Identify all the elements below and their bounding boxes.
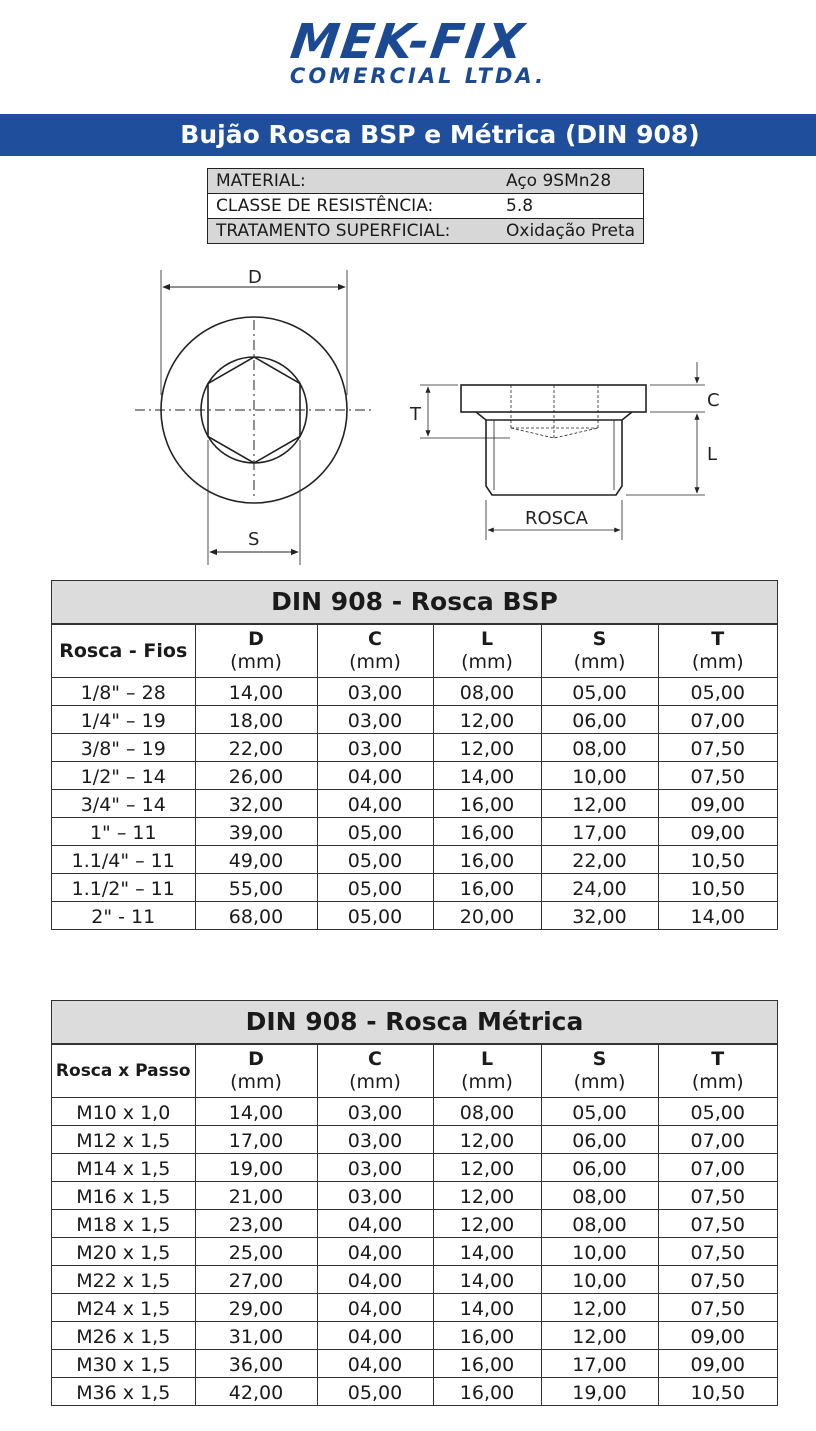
dimension-cell: 07,50	[658, 1182, 777, 1210]
column-header-l: L (mm)	[433, 625, 541, 678]
dimension-cell: 04,00	[317, 762, 433, 790]
table-row	[52, 1266, 777, 1294]
thread-size-cell: M36 x 1,5	[52, 1378, 195, 1406]
dimension-cell: 21,00	[195, 1182, 317, 1210]
thread-size-cell: 1" – 11	[52, 818, 195, 846]
thread-size-cell: M10 x 1,0	[52, 1098, 195, 1126]
bsp-table	[51, 580, 778, 930]
thread-size-cell: M16 x 1,5	[52, 1182, 195, 1210]
dimension-cell: 19,00	[541, 1378, 658, 1406]
dimension-cell: 08,00	[433, 678, 541, 706]
spec-value: Oxidação Preta	[506, 221, 636, 241]
top-view	[135, 270, 375, 565]
table-row	[52, 678, 777, 706]
logo-wordmark: MEK-FIX	[287, 14, 529, 70]
dimension-cell: 20,00	[433, 902, 541, 930]
company-logo	[0, 14, 816, 94]
dimension-cell: 03,00	[317, 1098, 433, 1126]
dimension-cell: 32,00	[541, 902, 658, 930]
dimension-cell: 08,00	[541, 734, 658, 762]
dimension-cell: 05,00	[541, 1098, 658, 1126]
dimension-cell: 05,00	[658, 678, 777, 706]
dimension-cell: 03,00	[317, 678, 433, 706]
dimension-cell: 12,00	[433, 734, 541, 762]
table-row	[52, 734, 777, 762]
dimension-cell: 07,00	[658, 1154, 777, 1182]
dimension-cell: 05,00	[541, 678, 658, 706]
dimension-cell: 23,00	[195, 1210, 317, 1238]
table-row	[52, 762, 777, 790]
dimension-cell: 05,00	[317, 874, 433, 902]
dimension-cell: 17,00	[541, 1350, 658, 1378]
dimension-cell: 19,00	[195, 1154, 317, 1182]
dimension-cell: 10,50	[658, 846, 777, 874]
thread-size-cell: M24 x 1,5	[52, 1294, 195, 1322]
dimension-cell: 17,00	[195, 1126, 317, 1154]
dimension-cell: 04,00	[317, 1266, 433, 1294]
dimension-cell: 27,00	[195, 1266, 317, 1294]
thread-size-cell: 2" - 11	[52, 902, 195, 930]
spec-label: MATERIAL:	[216, 171, 306, 191]
dimension-cell: 12,00	[433, 706, 541, 734]
table-row	[52, 790, 777, 818]
dimension-cell: 14,00	[433, 762, 541, 790]
dimension-cell: 25,00	[195, 1238, 317, 1266]
dimension-cell: 31,00	[195, 1322, 317, 1350]
dimension-label-s: S	[248, 529, 260, 550]
dimension-cell: 07,50	[658, 1294, 777, 1322]
dimension-label-d: D	[248, 267, 262, 288]
thread-size-cell: 1.1/4" – 11	[52, 846, 195, 874]
spec-value: 5.8	[506, 196, 534, 216]
dimension-cell: 10,50	[658, 1378, 777, 1406]
dimension-cell: 03,00	[317, 1182, 433, 1210]
dimension-cell: 09,00	[658, 790, 777, 818]
dimension-cell: 07,00	[658, 706, 777, 734]
dimension-label-l: L	[707, 444, 718, 465]
table-row	[52, 846, 777, 874]
thread-size-cell: M22 x 1,5	[52, 1266, 195, 1294]
thread-size-cell: 3/4" – 14	[52, 790, 195, 818]
dimension-cell: 04,00	[317, 1238, 433, 1266]
table-row	[52, 1378, 777, 1406]
dimension-label-c: C	[707, 390, 720, 411]
spec-row	[208, 194, 643, 219]
dimension-cell: 17,00	[541, 818, 658, 846]
thread-size-cell: 3/8" – 19	[52, 734, 195, 762]
dimension-cell: 09,00	[658, 1322, 777, 1350]
spec-label: CLASSE DE RESISTÊNCIA:	[216, 196, 434, 216]
dimension-cell: 18,00	[195, 706, 317, 734]
dimension-cell: 14,00	[433, 1294, 541, 1322]
dimension-cell: 04,00	[317, 790, 433, 818]
dimension-cell: 16,00	[433, 1378, 541, 1406]
table-row	[52, 1154, 777, 1182]
table-row	[52, 1126, 777, 1154]
table-row	[52, 818, 777, 846]
table-row	[52, 706, 777, 734]
dimension-cell: 32,00	[195, 790, 317, 818]
dimension-cell: 16,00	[433, 846, 541, 874]
dimension-cell: 05,00	[658, 1098, 777, 1126]
column-header-d: D (mm)	[195, 625, 317, 678]
column-header-s: S (mm)	[541, 625, 658, 678]
dimension-cell: 07,50	[658, 1266, 777, 1294]
spec-value: Aço 9SMn28	[506, 171, 612, 191]
dimension-cell: 16,00	[433, 1322, 541, 1350]
dimension-cell: 14,00	[195, 678, 317, 706]
thread-size-cell: M18 x 1,5	[52, 1210, 195, 1238]
page-title: Bujão Rosca BSP e Métrica (DIN 908)	[180, 120, 700, 149]
logo-subtitle: COMERCIAL LTDA.	[289, 64, 547, 88]
technical-drawing	[120, 262, 740, 572]
dimension-cell: 07,50	[658, 734, 777, 762]
dimension-label-t: T	[410, 404, 421, 425]
column-header-rosca: Rosca x Passo	[52, 1045, 195, 1098]
column-header-s: S (mm)	[541, 1045, 658, 1098]
column-header-c: C (mm)	[317, 625, 433, 678]
dimension-cell: 10,00	[541, 1266, 658, 1294]
dimension-cell: 06,00	[541, 1126, 658, 1154]
material-spec-box	[207, 168, 644, 244]
dimension-cell: 05,00	[317, 818, 433, 846]
thread-size-cell: M30 x 1,5	[52, 1350, 195, 1378]
dimension-cell: 14,00	[658, 902, 777, 930]
table-row	[52, 902, 777, 930]
bsp-table-caption: DIN 908 - Rosca BSP	[52, 581, 777, 624]
table-row	[52, 874, 777, 902]
dimension-cell: 29,00	[195, 1294, 317, 1322]
column-header-l: L (mm)	[433, 1045, 541, 1098]
dimension-cell: 10,00	[541, 1238, 658, 1266]
table-row	[52, 1210, 777, 1238]
thread-size-cell: M26 x 1,5	[52, 1322, 195, 1350]
dimension-cell: 07,50	[658, 1238, 777, 1266]
dimension-cell: 12,00	[541, 790, 658, 818]
dimension-cell: 03,00	[317, 734, 433, 762]
dimension-cell: 12,00	[433, 1210, 541, 1238]
spec-row	[208, 169, 643, 194]
dimension-cell: 08,00	[541, 1182, 658, 1210]
table-row	[52, 1182, 777, 1210]
column-header-d: D (mm)	[195, 1045, 317, 1098]
dimension-cell: 07,50	[658, 762, 777, 790]
column-header-t: T (mm)	[658, 625, 777, 678]
dimension-cell: 22,00	[541, 846, 658, 874]
dimension-cell: 04,00	[317, 1322, 433, 1350]
dimension-cell: 14,00	[195, 1098, 317, 1126]
thread-size-cell: 1/2" – 14	[52, 762, 195, 790]
metric-table-body	[52, 1098, 777, 1406]
thread-size-cell: 1.1/2" – 11	[52, 874, 195, 902]
dimension-cell: 49,00	[195, 846, 317, 874]
thread-size-cell: M14 x 1,5	[52, 1154, 195, 1182]
dimension-cell: 05,00	[317, 1378, 433, 1406]
dimension-cell: 39,00	[195, 818, 317, 846]
dimension-cell: 06,00	[541, 706, 658, 734]
dimension-cell: 09,00	[658, 818, 777, 846]
thread-size-cell: M12 x 1,5	[52, 1126, 195, 1154]
dimension-cell: 12,00	[433, 1154, 541, 1182]
spec-label: TRATAMENTO SUPERFICIAL:	[216, 221, 451, 241]
dimension-cell: 14,00	[433, 1266, 541, 1294]
dimension-cell: 16,00	[433, 1350, 541, 1378]
dimension-cell: 16,00	[433, 874, 541, 902]
dimension-cell: 14,00	[433, 1238, 541, 1266]
thread-size-cell: M20 x 1,5	[52, 1238, 195, 1266]
table-header-row	[52, 625, 777, 678]
table-row	[52, 1238, 777, 1266]
metric-table-caption: DIN 908 - Rosca Métrica	[52, 1001, 777, 1044]
dimension-cell: 55,00	[195, 874, 317, 902]
table-header-row	[52, 1045, 777, 1098]
dimension-cell: 12,00	[541, 1294, 658, 1322]
dimension-label-rosca: ROSCA	[525, 508, 588, 529]
table-row	[52, 1294, 777, 1322]
dimension-cell: 05,00	[317, 846, 433, 874]
dimension-cell: 26,00	[195, 762, 317, 790]
dimension-cell: 04,00	[317, 1210, 433, 1238]
dimension-cell: 03,00	[317, 706, 433, 734]
dimension-cell: 04,00	[317, 1350, 433, 1378]
dimension-cell: 09,00	[658, 1350, 777, 1378]
dimension-cell: 05,00	[317, 902, 433, 930]
dimension-cell: 07,00	[658, 1126, 777, 1154]
dimension-cell: 24,00	[541, 874, 658, 902]
dimension-cell: 42,00	[195, 1378, 317, 1406]
dimension-cell: 16,00	[433, 818, 541, 846]
dimension-cell: 22,00	[195, 734, 317, 762]
dimension-cell: 08,00	[433, 1098, 541, 1126]
dimension-cell: 12,00	[433, 1126, 541, 1154]
table-row	[52, 1098, 777, 1126]
dimension-cell: 06,00	[541, 1154, 658, 1182]
dimension-cell: 04,00	[317, 1294, 433, 1322]
table-row	[52, 1322, 777, 1350]
metric-table	[51, 1000, 778, 1406]
column-header-t: T (mm)	[658, 1045, 777, 1098]
dimension-cell: 16,00	[433, 790, 541, 818]
dimension-cell: 36,00	[195, 1350, 317, 1378]
thread-size-cell: 1/4" – 19	[52, 706, 195, 734]
thread-size-cell: 1/8" – 28	[52, 678, 195, 706]
column-header-c: C (mm)	[317, 1045, 433, 1098]
dimension-cell: 03,00	[317, 1126, 433, 1154]
dimension-cell: 03,00	[317, 1154, 433, 1182]
dimension-cell: 10,00	[541, 762, 658, 790]
dimension-cell: 07,50	[658, 1210, 777, 1238]
spec-row	[208, 219, 643, 243]
title-banner	[0, 114, 816, 156]
bsp-table-body	[52, 678, 777, 930]
dimension-cell: 08,00	[541, 1210, 658, 1238]
dimension-cell: 12,00	[433, 1182, 541, 1210]
table-row	[52, 1350, 777, 1378]
dimension-cell: 10,50	[658, 874, 777, 902]
column-header-rosca: Rosca - Fios	[52, 625, 195, 678]
dimension-cell: 68,00	[195, 902, 317, 930]
dimension-cell: 12,00	[541, 1322, 658, 1350]
